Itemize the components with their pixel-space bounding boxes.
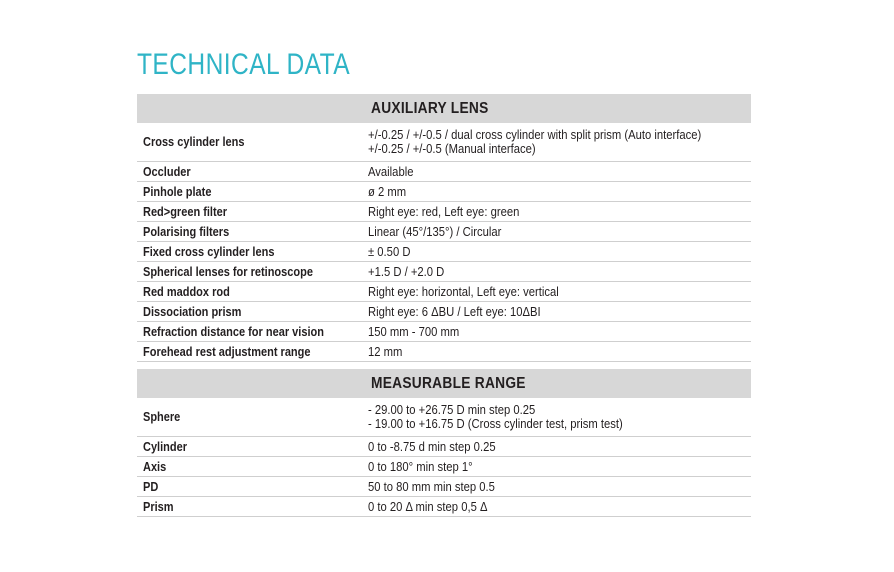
spec-value bbox=[361, 302, 751, 322]
spec-label bbox=[137, 477, 361, 497]
spec-value bbox=[361, 162, 751, 182]
measurable-range-rows bbox=[137, 398, 751, 517]
spec-value bbox=[361, 242, 751, 262]
spec-label-text: Occluder bbox=[143, 164, 191, 179]
spec-label bbox=[137, 222, 361, 242]
spec-value-line: +/-0.25 / +/-0.5 / dual cross cylinder with split prism (Auto interface) bbox=[368, 128, 702, 142]
table-row bbox=[137, 437, 751, 457]
spec-value-line: Linear (45°/135°) / Circular bbox=[368, 224, 502, 239]
spec-label bbox=[137, 302, 361, 322]
spec-value-line: Right eye: horizontal, Left eye: vertical bbox=[368, 284, 559, 299]
spec-value bbox=[361, 222, 751, 242]
measurable-range-table bbox=[137, 369, 751, 517]
table-row bbox=[137, 398, 751, 437]
spec-label bbox=[137, 398, 361, 437]
section-title: AUXILIARY LENS bbox=[371, 99, 489, 117]
spec-value bbox=[361, 437, 751, 457]
spec-value-line: Right eye: 6 ΔBU / Left eye: 10ΔBI bbox=[368, 304, 541, 319]
spec-label bbox=[137, 262, 361, 282]
spec-label bbox=[137, 342, 361, 362]
spec-label-text: Polarising filters bbox=[143, 224, 230, 239]
spec-label-text: Prism bbox=[143, 499, 174, 514]
spec-value bbox=[361, 262, 751, 282]
spec-label-text: Forehead rest adjustment range bbox=[143, 344, 311, 359]
auxiliary-lens-table bbox=[137, 94, 751, 362]
spec-value bbox=[361, 457, 751, 477]
spec-label bbox=[137, 457, 361, 477]
spec-value bbox=[361, 282, 751, 302]
spec-value bbox=[361, 182, 751, 202]
table-row bbox=[137, 242, 751, 262]
spec-value bbox=[361, 398, 751, 437]
spec-value bbox=[361, 497, 751, 517]
spec-label-text: Axis bbox=[143, 459, 167, 474]
table-row bbox=[137, 477, 751, 497]
spec-label bbox=[137, 437, 361, 457]
spec-value-line: ± 0.50 D bbox=[368, 244, 411, 259]
spec-label-text: PD bbox=[143, 479, 159, 494]
table-row bbox=[137, 182, 751, 202]
table-row bbox=[137, 342, 751, 362]
spec-label bbox=[137, 322, 361, 342]
spec-label bbox=[137, 497, 361, 517]
spec-value-line: 0 to 180° min step 1° bbox=[368, 459, 473, 474]
spec-value bbox=[361, 342, 751, 362]
spec-value-line: - 29.00 to +26.75 D min step 0.25 bbox=[368, 403, 536, 417]
spec-value-line: Available bbox=[368, 164, 414, 179]
table-row bbox=[137, 282, 751, 302]
table-row bbox=[137, 123, 751, 162]
spec-value-line: 0 to -8.75 d min step 0.25 bbox=[368, 439, 496, 454]
spec-value bbox=[361, 123, 751, 162]
spec-label-text: Spherical lenses for retinoscope bbox=[143, 264, 313, 279]
table-row bbox=[137, 497, 751, 517]
spec-label bbox=[137, 123, 361, 162]
spec-label-text: Refraction distance for near vision bbox=[143, 324, 324, 339]
spec-value-line: +1.5 D / +2.0 D bbox=[368, 264, 445, 279]
table-row bbox=[137, 162, 751, 182]
table-row bbox=[137, 457, 751, 477]
spec-label-text: Dissociation prism bbox=[143, 304, 242, 319]
table-row bbox=[137, 222, 751, 242]
spec-value bbox=[361, 202, 751, 222]
spec-value-line: Right eye: red, Left eye: green bbox=[368, 204, 520, 219]
spec-value bbox=[361, 322, 751, 342]
spec-value-line: - 19.00 to +16.75 D (Cross cylinder test, prism test) bbox=[368, 417, 623, 431]
spec-label bbox=[137, 182, 361, 202]
spec-label bbox=[137, 242, 361, 262]
table-row bbox=[137, 302, 751, 322]
table-row bbox=[137, 322, 751, 342]
spec-value-line: +/-0.25 / +/-0.5 (Manual interface) bbox=[368, 142, 536, 156]
table-row bbox=[137, 202, 751, 222]
auxiliary-lens-rows bbox=[137, 123, 751, 362]
spec-value-line: 0 to 20 Δ min step 0,5 Δ bbox=[368, 499, 488, 514]
spec-label-text: Red>green filter bbox=[143, 204, 228, 219]
section-title: MEASURABLE RANGE bbox=[371, 374, 526, 392]
spec-label bbox=[137, 162, 361, 182]
spec-label-text: Cylinder bbox=[143, 439, 188, 454]
spec-value-line: 50 to 80 mm min step 0.5 bbox=[368, 479, 495, 494]
section-header-auxiliary-lens bbox=[137, 94, 751, 123]
spec-value bbox=[361, 477, 751, 497]
spec-value-line: ø 2 mm bbox=[368, 184, 407, 199]
spec-value-line: 150 mm - 700 mm bbox=[368, 324, 460, 339]
spec-label-text: Pinhole plate bbox=[143, 184, 212, 199]
spec-label-text: Cross cylinder lens bbox=[143, 135, 245, 149]
page-title: TECHNICAL DATA bbox=[137, 48, 351, 81]
section-header-measurable-range bbox=[137, 369, 751, 398]
table-row bbox=[137, 262, 751, 282]
spec-label bbox=[137, 282, 361, 302]
spec-label bbox=[137, 202, 361, 222]
spec-label-text: Sphere bbox=[143, 410, 181, 424]
spec-label-text: Red maddox rod bbox=[143, 284, 230, 299]
spec-label-text: Fixed cross cylinder lens bbox=[143, 244, 275, 259]
spec-value-line: 12 mm bbox=[368, 344, 403, 359]
